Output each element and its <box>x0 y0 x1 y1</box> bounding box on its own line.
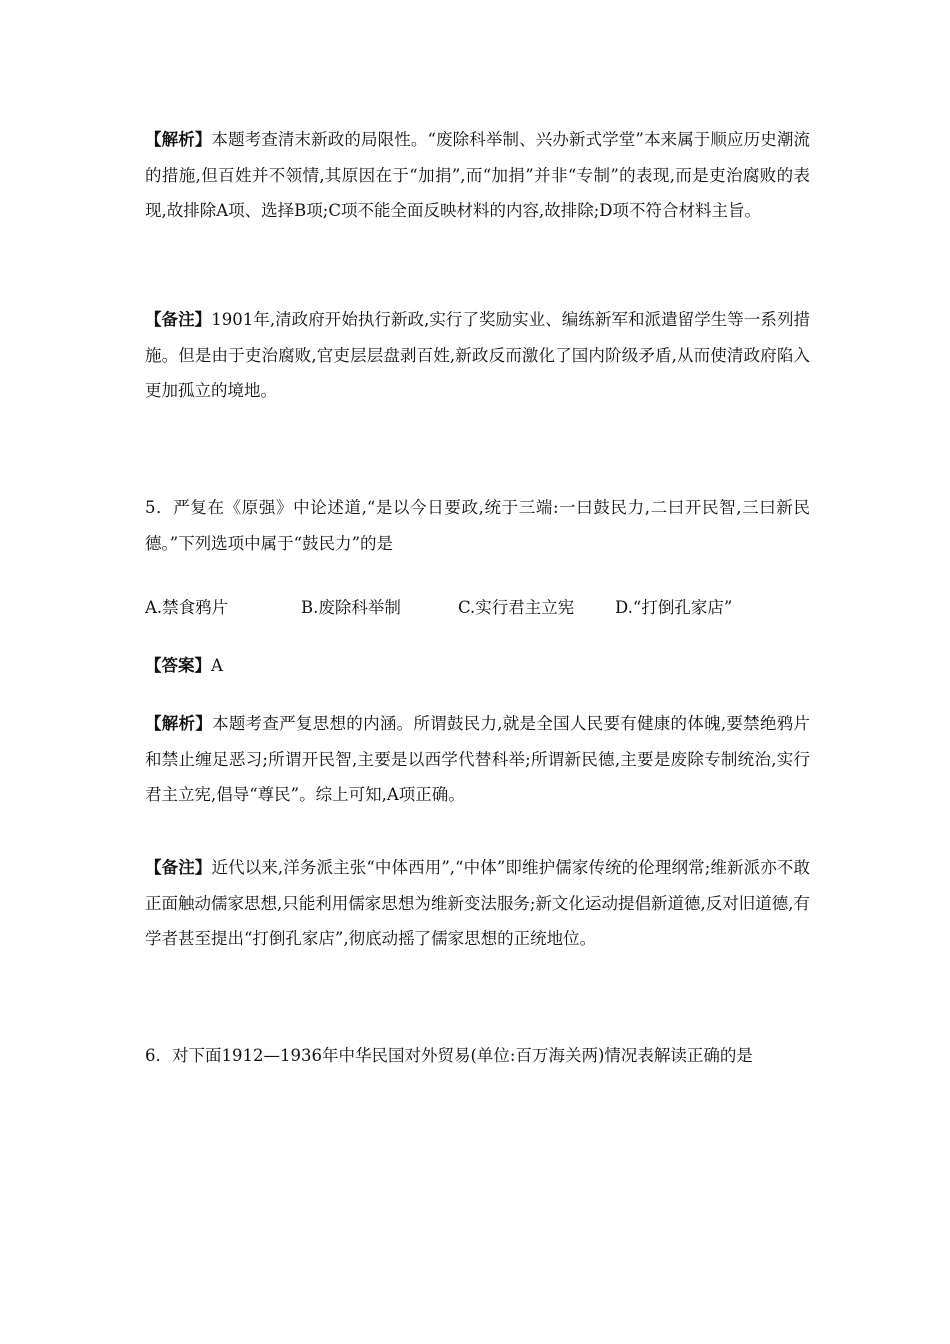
note-tag: 【备注】 <box>145 310 212 329</box>
analysis-tag: 【解析】 <box>145 130 212 149</box>
analysis-tag: 【解析】 <box>145 714 213 733</box>
option-a: A.禁食鸦片 <box>145 598 229 617</box>
analysis-text: 本题考查严复思想的内涵。所谓鼓民力,就是全国人民要有健康的体魄,要禁绝鸦片和禁止缠足恶习;所谓开民智,主要是以西学代替科举;所谓新民德,主要是废除专制统治,实行君主立宪,倡导“尊民”。综上可知,A项正确。 <box>145 714 810 804</box>
option-b: B.废除科举制 <box>301 598 401 617</box>
q6-stem: 6．对下面1912—1936年中华民国对外贸易(单位:百万海关两)情况表解读正确的是 <box>145 1046 753 1065</box>
note-text: 1901年,清政府开始执行新政,实行了奖励实业、编练新军和派遣留学生等一系列措施。但是由于吏治腐败,官吏层层盘剥百姓,新政反而激化了国内阶级矛盾,从而使清政府陷入更加孤立的境地。 <box>145 310 811 400</box>
q4-note <box>145 302 810 409</box>
option-d: D.“打倒孔家店” <box>615 598 733 617</box>
q5-answer <box>145 648 810 684</box>
q5-analysis <box>145 706 810 813</box>
note-text: 近代以来,洋务派主张“中体西用”,“中体”即维护儒家传统的伦理纲常;维新派亦不敢正面触动儒家思想,只能利用儒家思想为维新变法服务;新文化运动提倡新道德,反对旧道德,有学者甚至提出“打倒孔家店”,彻底动摇了儒家思想的正统地位。 <box>145 858 811 948</box>
option-c: C.实行君主立宪 <box>458 598 575 617</box>
q5-stem: 5．严复在《原强》中论述道,“是以今日要政,统于三端:一曰鼓民力,二曰开民智,三曰新民德。”下列选项中属于“鼓民力”的是 <box>145 498 810 553</box>
q5-options <box>145 590 810 626</box>
analysis-text: 本题考查清末新政的局限性。“废除科举制、兴办新式学堂”本来属于顺应历史潮流的措施,但百姓并不领情,其原因在于“加捐”,而“加捐”并非“专制”的表现,而是吏治腐败的表现,故排除A项、选择B项;C项不能全面反映材料的内容,故排除;D项不符合材料主旨。 <box>145 130 811 220</box>
q5-note <box>145 850 810 957</box>
note-tag: 【备注】 <box>145 858 212 877</box>
answer-text: A <box>211 656 223 675</box>
q4-analysis <box>145 122 810 229</box>
answer-tag: 【答案】 <box>145 656 211 675</box>
